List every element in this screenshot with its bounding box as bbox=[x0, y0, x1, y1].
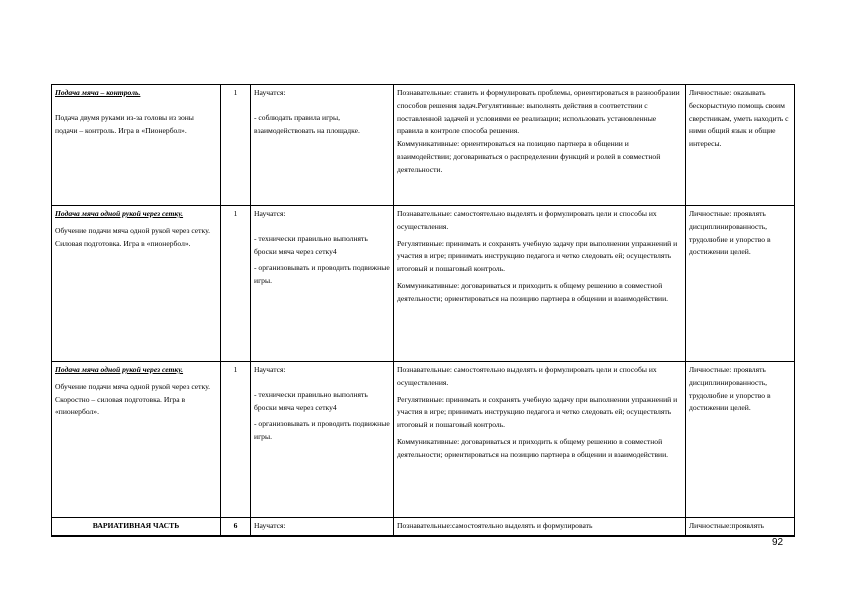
learn-cell bbox=[251, 362, 394, 518]
learn-heading: Научатся: bbox=[254, 209, 286, 218]
meta-paragraph: Коммуникативные: договариваться и приходить к общему решению в совместной деятельности; ориентироваться на позицию партнера в общении и взаимодействии. bbox=[397, 436, 669, 459]
learn-cell bbox=[251, 85, 394, 206]
meta-results-cell bbox=[394, 362, 686, 518]
hours-cell: 6 bbox=[221, 518, 251, 536]
learn-item: - соблюдать правила игры, взаимодействовать на площадке. bbox=[254, 112, 360, 135]
meta-paragraph: Коммуникативные: ориентироваться на позицию партнера в общении и взаимодействии; договариваться о распределении функций и ролей в совместной деятельности. bbox=[397, 139, 661, 174]
lesson-topic-cell bbox=[52, 85, 221, 206]
meta-paragraph: Коммуникативные: договариваться и приходить к общему решению в совместной деятельности; ориентироваться на позицию партнера в общении и взаимодействии. bbox=[397, 280, 669, 303]
hours-cell: 1 bbox=[221, 362, 251, 518]
meta-paragraph: Регулятивные: принимать и сохранять учебную задачу при выполнении упражнений и участия в игре; принимать инструкцию педагога и четко следовать ей; осуществлять итоговый и пошаговый контроль. bbox=[397, 238, 678, 274]
learn-cell bbox=[251, 206, 394, 362]
learn-item: - организовывать и проводить подвижные игры. bbox=[254, 419, 390, 442]
hours-cell: 1 bbox=[221, 206, 251, 362]
learn-heading: Научатся: bbox=[251, 518, 394, 536]
lesson-description: Обучение подачи мяча одной рукой через сетку. Силовая подготовка. Игра в «пионербол». bbox=[55, 225, 211, 248]
meta-results-cell: Познавательные:самостоятельно выделять и формулировать bbox=[394, 518, 686, 536]
meta-results-cell bbox=[394, 85, 686, 206]
lesson-description: Подача двумя руками из-за головы из зоны подачи – контроль. Игра в «Пионербол». bbox=[55, 112, 194, 135]
lesson-topic: Подача мяча одной рукой через сетку. bbox=[55, 209, 184, 218]
section-title: ВАРИАТИВНАЯ ЧАСТЬ bbox=[52, 518, 221, 536]
table-row bbox=[52, 206, 795, 362]
table-row bbox=[52, 362, 795, 518]
learn-item: - организовывать и проводить подвижные игры. bbox=[254, 263, 390, 286]
meta-paragraph: Познавательные: самостоятельно выделять и формулировать цели и способы их осуществления. bbox=[397, 209, 657, 231]
lesson-topic: Подача мяча одной рукой через сетку. bbox=[55, 365, 184, 374]
hours-cell: 1 bbox=[221, 85, 251, 206]
section-row bbox=[52, 518, 795, 536]
page-number: 92 bbox=[772, 537, 784, 548]
meta-results-cell bbox=[394, 206, 686, 362]
table-row bbox=[52, 85, 795, 206]
lesson-description: Обучение подачи мяча одной рукой через сетку. Скоростно – силовая подготовка. Игра в «пионербол». bbox=[55, 381, 211, 417]
learn-item: - технически правильно выполнять броски мяча через сетку4 bbox=[254, 233, 368, 256]
lesson-plan-table bbox=[51, 84, 795, 537]
personal-results-cell: Личностные: оказывать бескорыстную помощь своим сверстникам, уметь находить с ними общий язык и общие интересы. bbox=[686, 85, 795, 206]
personal-results-cell: Личностные: проявлять дисциплинированность, трудолюбие и упорство в достижении целей. bbox=[686, 206, 795, 362]
meta-paragraph: Познавательные: самостоятельно выделять и формулировать цели и способы их осуществления. bbox=[397, 365, 657, 387]
learn-heading: Научатся: bbox=[254, 365, 286, 374]
personal-results-cell: Личностные: проявлять дисциплинированность, трудолюбие и упорство в достижении целей. bbox=[686, 362, 795, 518]
lesson-topic-cell bbox=[52, 206, 221, 362]
learn-item: - технически правильно выполнять броски мяча через сетку4 bbox=[254, 389, 368, 412]
personal-results-cell: Личностные:проявлять bbox=[686, 518, 795, 536]
lesson-topic: Подача мяча – контроль. bbox=[55, 88, 141, 97]
learn-heading: Научатся: bbox=[254, 88, 286, 97]
meta-paragraph: Познавательные: ставить и формулировать проблемы, ориентироваться в разнообразии способов решения задач.Регулятивные: выполнять действия в соответствии с поставленной задачей и условиями ее реализации; использовать установленные правила в контроле способа решения. bbox=[397, 88, 680, 136]
meta-paragraph: Регулятивные: принимать и сохранять учебную задачу при выполнении упражнений и участия в игре; принимать инструкцию педагога и четко следовать ей; осуществлять итоговый и пошаговый контроль. bbox=[397, 394, 678, 430]
lesson-topic-cell bbox=[52, 362, 221, 518]
